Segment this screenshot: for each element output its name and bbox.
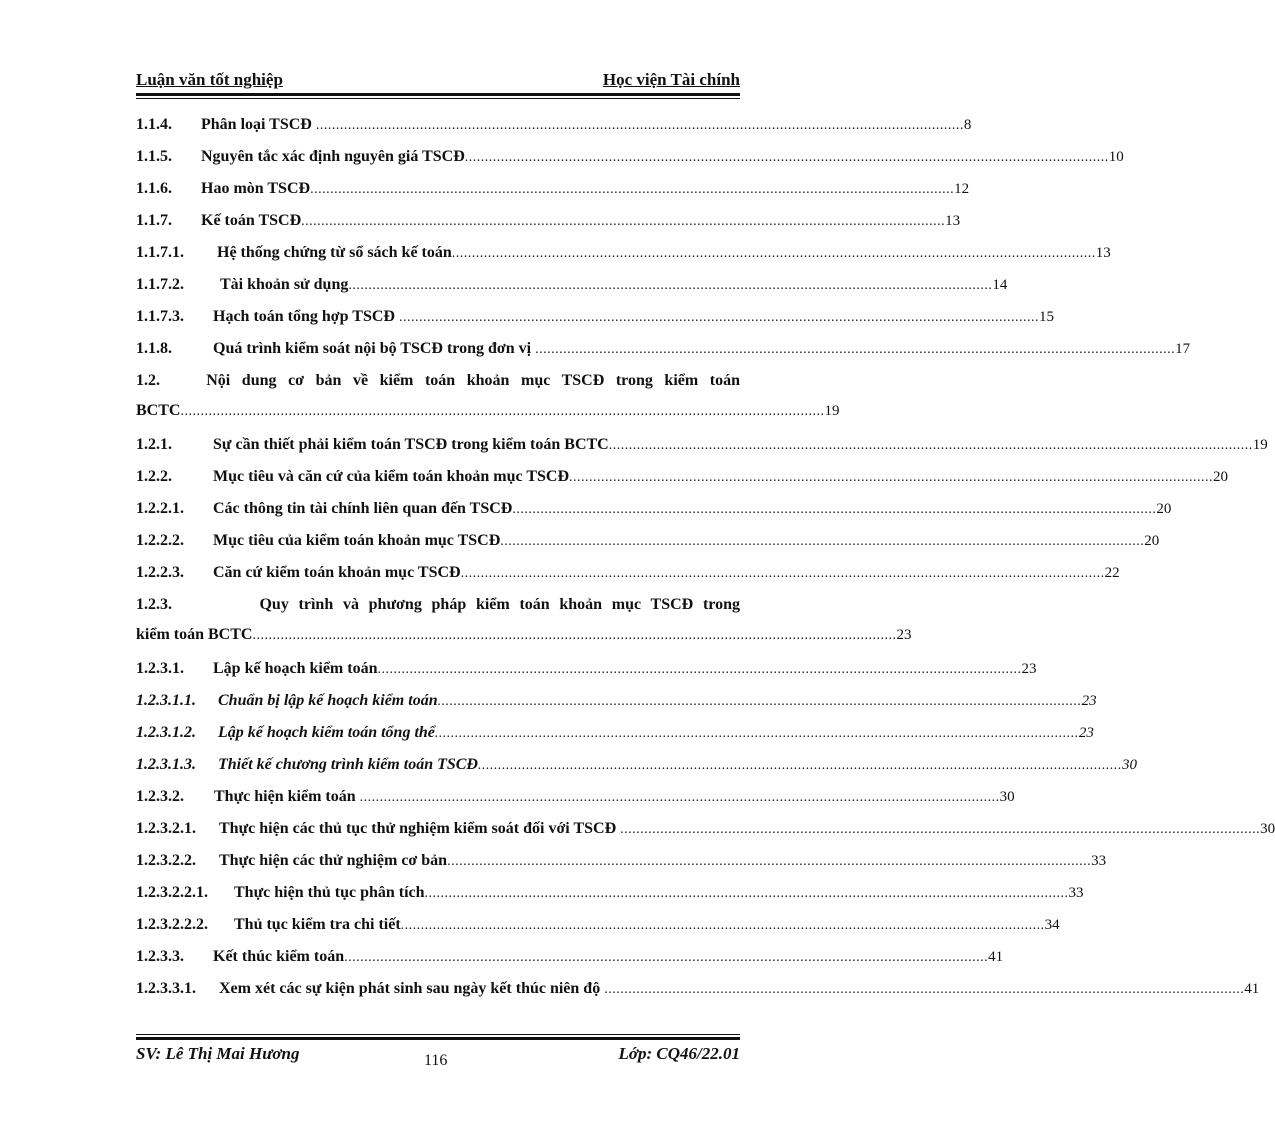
toc-number: 1.2.1. [136, 436, 172, 453]
toc-number: 1.2.3.3. [136, 948, 184, 965]
toc-page: 30 [1121, 757, 1137, 773]
toc-page: 30 [1260, 821, 1275, 837]
toc-title: Thực hiện kiểm toán [214, 788, 356, 805]
toc-leader: ................................................................................................................................................................. [301, 214, 946, 229]
toc-title: Tài khoản sử dụng [220, 276, 349, 293]
toc-page: 15 [1038, 309, 1054, 325]
toc-number: 1.2.3.1.1. [136, 692, 196, 709]
toc-number: 1.1.7. [136, 212, 172, 229]
toc-number: 1.2.3.2.2.1. [136, 884, 208, 901]
toc-entry [136, 464, 1228, 492]
toc-leader: ................................................................................................................................................................ [531, 342, 1176, 357]
toc-title: Thực hiện các thủ tục thử nghiệm kiểm soát đối với TSCĐ [219, 820, 617, 837]
toc-title: Căn cứ kiểm toán khoản mục TSCĐ [213, 564, 461, 581]
toc-number: 1.2.3.1.3. [136, 756, 196, 773]
toc-leader: ................................................................................................................................................................. [348, 278, 993, 293]
toc-number: 1.2.2. [136, 468, 172, 485]
toc-title: Nguyên tắc xác định nguyên giá TSCĐ [201, 148, 465, 165]
toc-page: 23 [1078, 725, 1094, 741]
toc-page: 30 [999, 789, 1015, 805]
toc-entry [136, 496, 1172, 524]
toc-leader: .................................................................................................................................................................. [311, 118, 964, 133]
toc-entry [136, 688, 1097, 716]
toc-number: 1.2.2.1. [136, 500, 184, 517]
toc-number: 1.2. [136, 372, 160, 389]
footer-rule-thick [136, 1037, 740, 1040]
toc-page: 20 [1156, 501, 1172, 517]
toc-leader: ................................................................................................................................................................ [394, 310, 1039, 325]
toc-number: 1.2.2.3. [136, 564, 184, 581]
toc-page: 34 [1044, 917, 1060, 933]
toc-leader: ................................................................................................................................................................. [252, 628, 897, 643]
header-thesis-label: Luận văn tốt nghiệp [136, 70, 283, 89]
toc-number: 1.2.2.2. [136, 532, 184, 549]
toc-entry [136, 304, 1054, 332]
toc-leader: ................................................................................................................................................................ [355, 790, 1000, 805]
toc-number: 1.1.8. [136, 340, 172, 357]
toc-page: 20 [1144, 533, 1160, 549]
header-rule-thick [136, 93, 740, 96]
toc-title: Mục tiêu và căn cứ của kiểm toán khoản mục TSCĐ [213, 468, 569, 485]
toc-page: 13 [945, 213, 961, 229]
footer-rule-thin [136, 1034, 740, 1035]
toc-leader: ................................................................................................................................................................. [344, 950, 989, 965]
toc-title: Hệ thống chứng từ sổ sách kế toán [217, 244, 452, 261]
toc-number: 1.1.7.3. [136, 308, 184, 325]
toc-entry [136, 240, 1111, 268]
toc-entry [136, 752, 1137, 780]
toc-entry [136, 336, 1191, 364]
footer-class-code: Lớp: CQ46/22.01 [618, 1044, 740, 1063]
toc-leader: ................................................................................................................................................................. [460, 566, 1105, 581]
toc-page: 23 [896, 627, 912, 643]
toc-page: 23 [1081, 693, 1097, 709]
toc-number: 1.1.7.1. [136, 244, 184, 261]
toc-leader: ................................................................................................................................................................. [608, 438, 1253, 453]
toc-entry-wrapped [136, 592, 912, 652]
toc-number: 1.2.3.1. [136, 660, 184, 677]
toc-title: Chuẩn bị lập kế hoạch kiểm toán [218, 692, 438, 709]
toc-entry [136, 976, 1260, 1004]
toc-leader: ................................................................................................................................................................. [569, 470, 1213, 485]
toc-entry [136, 272, 1008, 300]
toc-number: 1.1.6. [136, 180, 172, 197]
toc-entry [136, 912, 1060, 940]
toc-entry [136, 432, 1268, 460]
toc-title: Sự cần thiết phải kiểm toán TSCĐ trong kiểm toán BCTC [213, 436, 609, 453]
toc-page: 8 [963, 117, 972, 133]
toc-entry [136, 656, 1037, 684]
toc-entry [136, 176, 970, 204]
toc-title: Nội dung cơ bản về kiểm toán khoản mục TSCĐ trong kiểm toán [206, 372, 740, 389]
toc-title: Thực hiện thủ tục phân tích [234, 884, 425, 901]
toc-page: 17 [1175, 341, 1191, 357]
toc-leader: ................................................................................................................................................................. [424, 886, 1069, 901]
toc-title: Kết thúc kiểm toán [213, 948, 345, 965]
toc-page: 19 [824, 403, 840, 419]
toc-page: 20 [1213, 469, 1228, 485]
toc-entry [136, 848, 1107, 876]
toc-page: 10 [1108, 149, 1124, 165]
toc-leader: ................................................................................................................................................................. [377, 662, 1022, 677]
page-header [136, 70, 740, 92]
toc-leader: ................................................................................................................................................................. [180, 404, 825, 419]
toc-page: 14 [992, 277, 1008, 293]
toc-leader: ................................................................................................................................................................. [447, 854, 1092, 869]
toc-page: 33 [1068, 885, 1084, 901]
toc-title: Thực hiện các thử nghiệm cơ bản [219, 852, 448, 869]
toc-entry [136, 880, 1084, 908]
toc-leader: ................................................................................................................................................................ [616, 822, 1261, 837]
toc-title: Thủ tục kiểm tra chi tiết [234, 916, 401, 933]
toc-page: 41 [988, 949, 1004, 965]
toc-number: 1.1.4. [136, 116, 172, 133]
toc-entry [136, 816, 1275, 844]
toc-number: 1.1.5. [136, 148, 172, 165]
toc-entry [136, 208, 961, 236]
toc-entry [136, 144, 1124, 172]
toc-entry [136, 720, 1094, 748]
toc-leader: ................................................................................................................................................................. [434, 726, 1079, 741]
toc-title: Phân loại TSCĐ [201, 116, 312, 133]
toc-page: 22 [1104, 565, 1120, 581]
toc-leader: ................................................................................................................................................................. [400, 918, 1045, 933]
toc-title: Quy trình và phương pháp kiểm toán khoản mục TSCĐ trong [259, 596, 741, 613]
toc-leader: ................................................................................................................................................................. [464, 150, 1109, 165]
toc-leader: ................................................................................................................................................................ [600, 982, 1245, 997]
toc-title: Kế toán TSCĐ [201, 212, 302, 229]
toc-title: Hạch toán tổng hợp TSCĐ [213, 308, 395, 325]
toc-entry [136, 112, 972, 140]
toc-page: 33 [1091, 853, 1107, 869]
toc-leader: ................................................................................................................................................................. [512, 502, 1157, 517]
toc-page: 12 [954, 181, 970, 197]
footer-page-number: 116 [424, 1052, 448, 1069]
toc-number: 1.2.3.2.2. [136, 852, 196, 869]
toc-number: 1.1.7.2. [136, 276, 184, 293]
footer-student-name: SV: Lê Thị Mai Hương [136, 1044, 300, 1063]
toc-title: Thiết kế chương trình kiểm toán TSCĐ [218, 756, 478, 773]
header-institution-label: Học viện Tài chính [602, 70, 740, 89]
toc-number: 1.2.3.2.1. [136, 820, 196, 837]
toc-number: 1.2.3.3.1. [136, 980, 196, 997]
toc-leader: ................................................................................................................................................................. [451, 246, 1096, 261]
toc-entry [136, 944, 1004, 972]
toc-title: Hao mòn TSCĐ [201, 180, 311, 197]
toc-title: Lập kế hoạch kiểm toán [213, 660, 378, 677]
toc-title-continued: BCTC [136, 402, 181, 419]
toc-page: 19 [1252, 437, 1268, 453]
page-footer [136, 1044, 740, 1068]
toc-title: Mục tiêu của kiểm toán khoản mục TSCĐ [213, 532, 501, 549]
toc-number: 1.2.3.2. [136, 788, 184, 805]
toc-leader: ................................................................................................................................................................. [500, 534, 1145, 549]
toc-title: Lập kế hoạch kiểm toán tổng thể [218, 724, 435, 741]
toc-entry [136, 560, 1120, 588]
toc-leader: ................................................................................................................................................................. [477, 758, 1122, 773]
toc-number: 1.2.3.1.2. [136, 724, 196, 741]
toc-title-continued: kiểm toán BCTC [136, 626, 253, 643]
toc-entry [136, 784, 1015, 812]
toc-entry-wrapped [136, 368, 840, 428]
toc-entry [136, 528, 1160, 556]
toc-number: 1.2.3.2.2.2. [136, 916, 208, 933]
toc-leader: ................................................................................................................................................................. [437, 694, 1082, 709]
toc-title: Các thông tin tài chính liên quan đến TSCĐ [213, 500, 513, 517]
toc-title: Xem xét các sự kiện phát sinh sau ngày kết thúc niên độ [219, 980, 601, 997]
toc-leader: ................................................................................................................................................................. [310, 182, 955, 197]
header-rule-thin [136, 98, 740, 99]
toc-number: 1.2.3. [136, 596, 172, 613]
toc-page: 13 [1095, 245, 1111, 261]
toc-title: Quá trình kiểm soát nội bộ TSCĐ trong đơn vị [213, 340, 532, 357]
toc-page: 23 [1021, 661, 1037, 677]
toc-page: 41 [1244, 981, 1260, 997]
